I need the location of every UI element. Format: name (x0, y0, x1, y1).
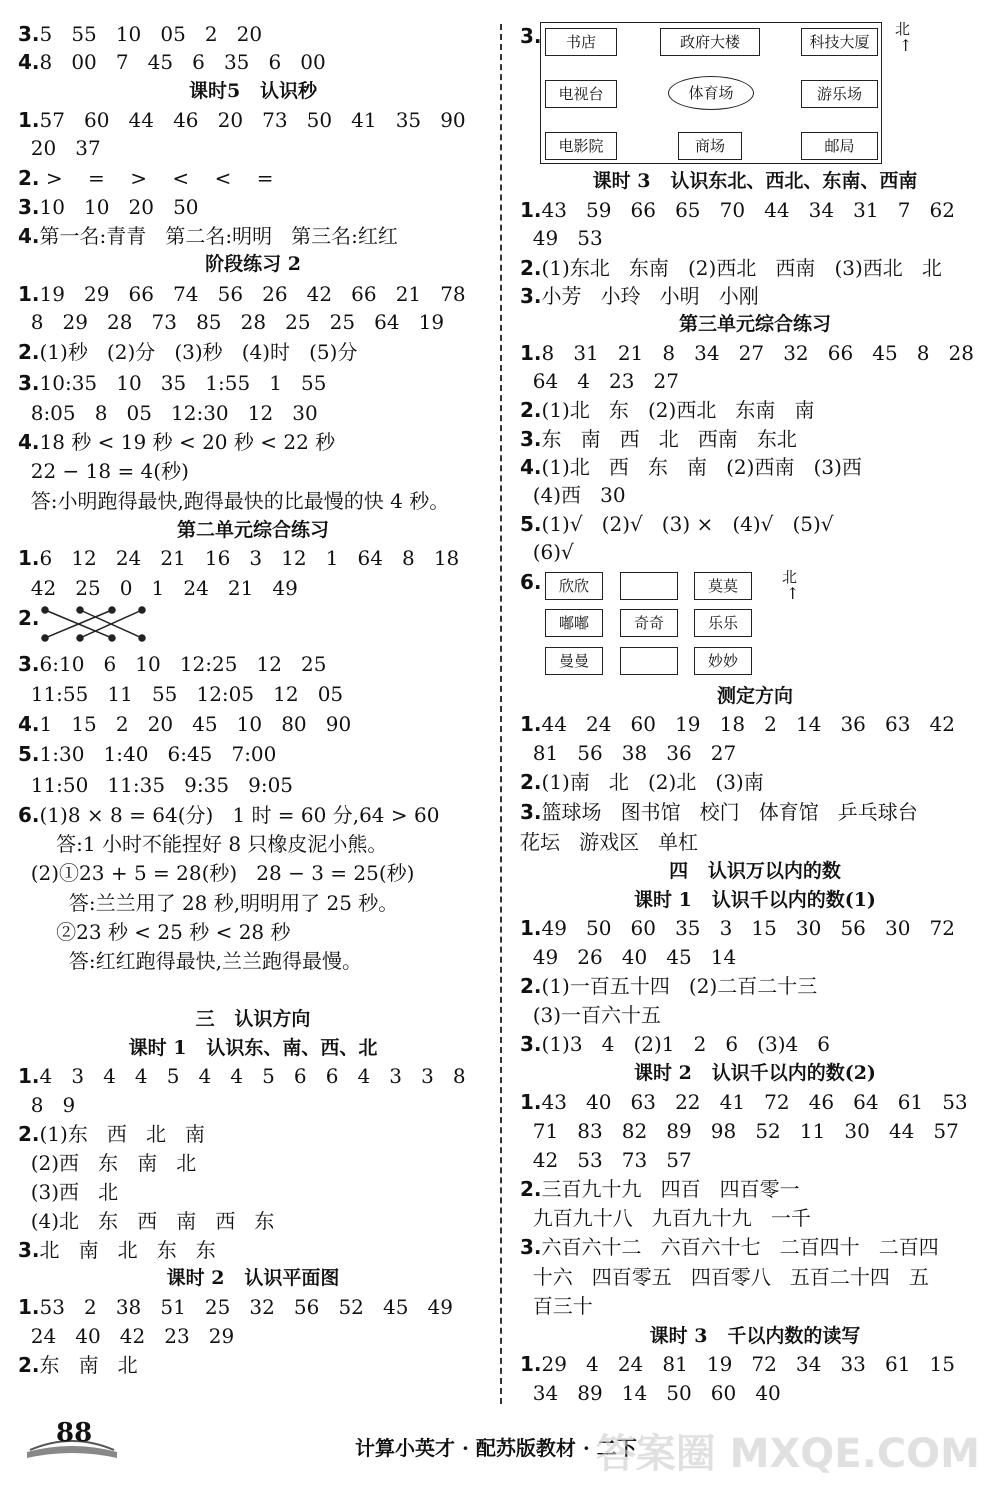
answer-line (520, 396, 814, 424)
answer-line (18, 574, 298, 602)
answer-text: (3)西 北 (18, 1180, 119, 1204)
answer-line (18, 338, 357, 366)
answer-text: 64 4 23 27 (520, 369, 680, 393)
question-number: 2. (520, 1177, 542, 1201)
question-number: 2. (18, 1122, 40, 1146)
section-heading: 第三单元综合练习 (678, 313, 831, 335)
answer-line (18, 222, 398, 250)
map-cell: 体育场 (668, 76, 754, 110)
map-cell: 政府大楼 (660, 28, 760, 56)
answer-text: 11:50 11:35 9:35 9:05 (18, 773, 294, 797)
answer-text: 29 4 24 81 19 72 34 33 61 15 (541, 1352, 955, 1376)
answer-line (18, 801, 439, 829)
answer-line (18, 1207, 274, 1235)
answer-line (520, 1088, 968, 1116)
answer-line (520, 1204, 811, 1232)
answer-text: 49 26 40 45 14 (520, 945, 737, 969)
question-number: 2. (18, 166, 40, 190)
question-number: 2. (520, 398, 542, 422)
answer-line (18, 859, 414, 887)
answer-line (520, 568, 542, 596)
answer-line (18, 134, 101, 162)
answer-text: 6 12 24 21 16 3 12 1 64 8 18 (39, 546, 460, 570)
answer-line (520, 453, 862, 481)
question-number: 3. (520, 284, 542, 308)
answer-text: 8 31 21 8 34 27 32 66 45 8 28 (541, 341, 975, 365)
answer-line (520, 254, 942, 282)
answer-text: 10:35 10 35 1:55 1 55 (39, 371, 327, 395)
question-number: 2. (520, 770, 542, 794)
question-number: 4. (18, 430, 40, 454)
answer-text: 22 − 18 = 4(秒) (18, 459, 189, 483)
answer-text: 71 83 82 89 98 52 11 30 44 57 (520, 1119, 959, 1143)
grid-cell: 莫莫 (694, 572, 752, 600)
answer-line (520, 828, 698, 856)
answer-line (520, 510, 834, 538)
section-heading: 四 认识万以内的数 (669, 860, 841, 882)
north-arrow-icon: ↑ (786, 584, 800, 603)
answer-line (18, 20, 262, 48)
grid-cell: 妙妙 (694, 647, 752, 675)
answer-line (18, 308, 444, 336)
answer-text: (1)南 北 (2)北 (3)南 (541, 770, 764, 794)
answer-text: (1)8 × 8 = 64(分) 1 时 = 60 分,64 > 60 (39, 803, 440, 827)
question-number: 6. (520, 570, 542, 594)
answer-text: 8 9 (18, 1093, 76, 1117)
answer-line (520, 710, 955, 738)
answer-text: 57 60 44 46 20 73 50 41 35 90 (39, 108, 466, 132)
answer-text: 十六 四百零五 四百零八 五百二十四 五 (520, 1265, 930, 1289)
answer-text: 18 秒 < 19 秒 < 20 秒 < 22 秒 (39, 430, 336, 454)
question-number: 5. (520, 512, 542, 536)
question-number: 2. (18, 1353, 40, 1377)
question-number: 3. (18, 1238, 40, 1262)
answer-text: (2)①23 + 5 = 28(秒) 28 − 3 = 25(秒) (18, 861, 415, 885)
answer-text: 43 40 63 22 41 72 46 64 61 53 (541, 1090, 968, 1114)
answer-text: 44 24 60 19 18 2 14 36 63 42 (541, 712, 955, 736)
answer-line (18, 280, 466, 308)
answer-text: 百三十 (520, 1294, 593, 1318)
answer-text: 5 55 10 05 2 20 (39, 22, 263, 46)
answer-text: 答:兰兰用了 28 秒,明明用了 25 秒。 (18, 891, 399, 915)
answer-text: 北 南 北 东 东 (39, 1238, 216, 1262)
answer-line (18, 1149, 196, 1177)
question-number: 3. (18, 22, 40, 46)
answer-text: 8:05 8 05 12:30 12 30 (18, 401, 318, 425)
question-number: 2. (520, 974, 542, 998)
answer-line (520, 798, 918, 826)
question-number: 3. (18, 652, 40, 676)
question-number: 1. (18, 108, 40, 132)
answer-text: 三百九十九 四百 四百零一 (541, 1177, 800, 1201)
answer-text: 答:红红跑得最快,兰兰跑得最慢。 (18, 949, 362, 973)
answer-line (18, 1322, 234, 1350)
answer-line (18, 740, 276, 768)
map-cell: 电视台 (545, 80, 617, 108)
question-number: 1. (18, 1064, 40, 1088)
answer-text: (1)一百五十四 (2)二百二十三 (541, 974, 818, 998)
question-number: 1. (520, 1352, 542, 1376)
question-number: 3. (18, 371, 40, 395)
grid-cell: 欣欣 (545, 572, 603, 600)
answer-line (18, 544, 459, 572)
north-label: 北 (782, 568, 798, 586)
answer-text: 42 25 0 1 24 21 49 (18, 576, 298, 600)
answer-line (520, 768, 764, 796)
answer-line (520, 914, 955, 942)
answer-line (520, 367, 679, 395)
question-number: 3. (520, 427, 542, 451)
answer-text: 43 59 66 65 70 44 34 31 7 62 (541, 198, 955, 222)
answer-line (520, 1146, 692, 1174)
answer-line (18, 918, 291, 946)
answer-line (520, 481, 626, 509)
answer-text: (1)3 4 (2)1 2 6 (3)4 6 (541, 1032, 831, 1056)
answer-line (18, 771, 293, 799)
map-cell: 科技大厦 (801, 28, 878, 56)
answer-text: 10 10 20 50 (39, 195, 199, 219)
section-heading: 课时5 认识秒 (188, 80, 318, 102)
answer-text: 24 40 42 23 29 (18, 1324, 235, 1348)
answer-line (18, 680, 343, 708)
section-heading: 课时 1 认识东、南、西、北 (128, 1037, 378, 1059)
answer-text: 小芳 小玲 小明 小刚 (541, 284, 759, 308)
answer-line (520, 1350, 955, 1378)
answer-text: 答:小明跑得最快,跑得最快的比最慢的快 4 秒。 (18, 489, 450, 513)
answer-line (520, 1030, 830, 1058)
answer-text: (1)北 东 (2)西北 东南 南 (541, 398, 815, 422)
answer-line (18, 830, 387, 858)
column-divider (500, 24, 502, 1404)
page-number: 88 (56, 1418, 93, 1448)
answer-line (520, 22, 542, 50)
answer-text: (2)西 东 南 北 (18, 1151, 197, 1175)
answer-text: ②23 秒 < 25 秒 < 28 秒 (18, 920, 291, 944)
answer-text: 6:10 6 10 12:25 12 25 (39, 652, 327, 676)
answer-line (18, 1351, 138, 1379)
answer-text: (1)东北 东南 (2)西北 西南 (3)西北 北 (541, 256, 942, 280)
answer-text: (1)东 西 北 南 (39, 1122, 206, 1146)
answer-line (520, 425, 797, 453)
answer-text: (6)√ (520, 540, 574, 564)
answer-text: 49 50 60 35 3 15 30 56 30 72 (541, 916, 955, 940)
footer-title: 计算小英才 · 配苏版教材 · 二下 (355, 1436, 637, 1460)
matching-lines-figure (40, 604, 150, 644)
section-heading: 课时 3 千以内数的读写 (649, 1325, 861, 1347)
answer-text: 19 29 66 74 56 26 42 66 21 78 (39, 282, 466, 306)
question-number: 2. (18, 606, 40, 630)
answer-text: 篮球场 图书馆 校门 体育馆 乒乓球台 (541, 800, 918, 824)
answer-text: 11:55 11 55 12:05 12 05 (18, 682, 344, 706)
answer-line (520, 538, 574, 566)
answer-text: 六百六十二 六百六十七 二百四十 二百四 (541, 1235, 939, 1259)
answer-text: (1)北 西 东 南 (2)西南 (3)西 (541, 455, 862, 479)
section-heading: 课时 1 认识千以内的数(1) (634, 889, 876, 911)
answer-text: (4)西 30 (520, 483, 626, 507)
answer-line (18, 1178, 118, 1206)
answer-line (520, 1117, 959, 1145)
answer-line (18, 369, 327, 397)
answer-line (18, 399, 318, 427)
question-number: 3. (520, 1235, 542, 1259)
section-heading: 课时 2 认识千以内的数(2) (634, 1062, 876, 1084)
answer-line (520, 224, 603, 252)
section-heading: 测定方向 (716, 685, 793, 707)
question-number: 1. (18, 1295, 40, 1319)
answer-text: 53 2 38 51 25 32 56 52 45 49 (39, 1295, 453, 1319)
section-heading: 课时 3 认识东北、西北、东南、西南 (592, 170, 918, 192)
answer-line (520, 1001, 661, 1029)
answer-line (520, 1233, 939, 1261)
north-label: 北 (895, 20, 911, 38)
section-heading: 第二单元综合练习 (176, 519, 329, 541)
answer-line (18, 48, 326, 76)
question-number: 1. (520, 916, 542, 940)
answer-text: > = > < < = (39, 166, 274, 190)
answer-line (18, 1293, 453, 1321)
question-number: 4. (18, 50, 40, 74)
answer-line (520, 1292, 593, 1320)
section-heading: 三 认识方向 (195, 1008, 311, 1030)
answer-line (18, 457, 189, 485)
answer-text: (3)一百六十五 (520, 1003, 662, 1027)
question-number: 3. (18, 195, 40, 219)
answer-line (18, 889, 398, 917)
grid-cell: 曼曼 (545, 647, 603, 675)
answer-line (18, 1236, 216, 1264)
answer-text: 1 15 2 20 45 10 80 90 (39, 712, 352, 736)
answer-text: 东 南 北 (39, 1353, 138, 1377)
question-number: 1. (520, 198, 542, 222)
answer-line (520, 282, 759, 310)
question-number: 2. (520, 256, 542, 280)
question-number: 2. (18, 340, 40, 364)
answer-text: 20 37 (18, 136, 101, 160)
answer-line (520, 972, 817, 1000)
question-number: 1. (18, 546, 40, 570)
answer-line (18, 164, 274, 192)
answer-text: 4 3 4 4 5 4 4 5 6 6 4 3 3 8 (39, 1064, 466, 1088)
answer-text: 42 53 73 57 (520, 1148, 692, 1172)
answer-text: 8 29 28 73 85 28 25 25 64 19 (18, 310, 445, 334)
answer-line (520, 196, 955, 224)
map-cell: 电影院 (545, 132, 617, 160)
answer-text: 81 56 38 36 27 (520, 741, 737, 765)
question-number: 1. (18, 282, 40, 306)
answer-line (18, 193, 199, 221)
north-arrow-icon: ↑ (899, 36, 913, 55)
answer-line (18, 428, 335, 456)
answer-line (18, 650, 327, 678)
grid-cell: 奇奇 (620, 609, 678, 637)
answer-line (18, 1091, 75, 1119)
map-cell: 游乐场 (801, 80, 878, 108)
answer-line (18, 106, 466, 134)
answer-text: (4)北 东 西 南 西 东 (18, 1209, 275, 1233)
answer-line (520, 1379, 781, 1407)
answer-text: 九百九十八 九百九十九 一千 (520, 1206, 811, 1230)
answer-text: 答:1 小时不能捏好 8 只橡皮泥小熊。 (18, 832, 388, 856)
section-heading: 课时 2 认识平面图 (166, 1267, 340, 1289)
answer-line (18, 487, 449, 515)
answer-text: 第一名:青青 第二名:明明 第三名:红红 (39, 224, 398, 248)
grid-cell: 乐乐 (694, 609, 752, 637)
answer-line (520, 1175, 800, 1203)
section-heading: 阶段练习 2 (205, 253, 301, 275)
answer-text: 8 00 7 45 6 35 6 00 (39, 50, 326, 74)
question-number: 4. (18, 224, 40, 248)
question-number: 1. (520, 1090, 542, 1114)
answer-line (520, 739, 736, 767)
grid-cell (620, 572, 678, 600)
grid-cell: 嘟嘟 (545, 609, 603, 637)
question-number: 1. (520, 341, 542, 365)
answer-line (18, 604, 40, 632)
question-number: 5. (18, 742, 40, 766)
answer-line (520, 339, 974, 367)
answer-text: (1)秒 (2)分 (3)秒 (4)时 (5)分 (39, 340, 358, 364)
answer-text: (1)√ (2)√ (3) × (4)√ (5)√ (541, 512, 834, 536)
answer-text: 1:30 1:40 6:45 7:00 (39, 742, 277, 766)
answer-text: 东 南 西 北 西南 东北 (541, 427, 797, 451)
answer-line (520, 943, 736, 971)
question-number: 4. (18, 712, 40, 736)
grid-cell (620, 647, 678, 675)
answer-text: 34 89 14 50 60 40 (520, 1381, 781, 1405)
answer-line (18, 1120, 205, 1148)
answer-line (18, 710, 351, 738)
map-cell: 邮局 (801, 132, 878, 160)
question-number: 3. (520, 800, 542, 824)
answer-line (18, 947, 362, 975)
question-number: 3. (520, 24, 542, 48)
answer-text: 花坛 游戏区 单杠 (520, 830, 699, 854)
answer-line (520, 1263, 929, 1291)
question-number: 4. (520, 455, 542, 479)
map-cell: 商场 (678, 132, 742, 160)
map-cell: 书店 (545, 28, 617, 56)
question-number: 1. (520, 712, 542, 736)
answer-line (18, 1062, 466, 1090)
question-number: 6. (18, 803, 40, 827)
answer-text: 49 53 (520, 226, 603, 250)
watermark: 答案圈 MXQE.COM (595, 1431, 980, 1477)
question-number: 3. (520, 1032, 542, 1056)
